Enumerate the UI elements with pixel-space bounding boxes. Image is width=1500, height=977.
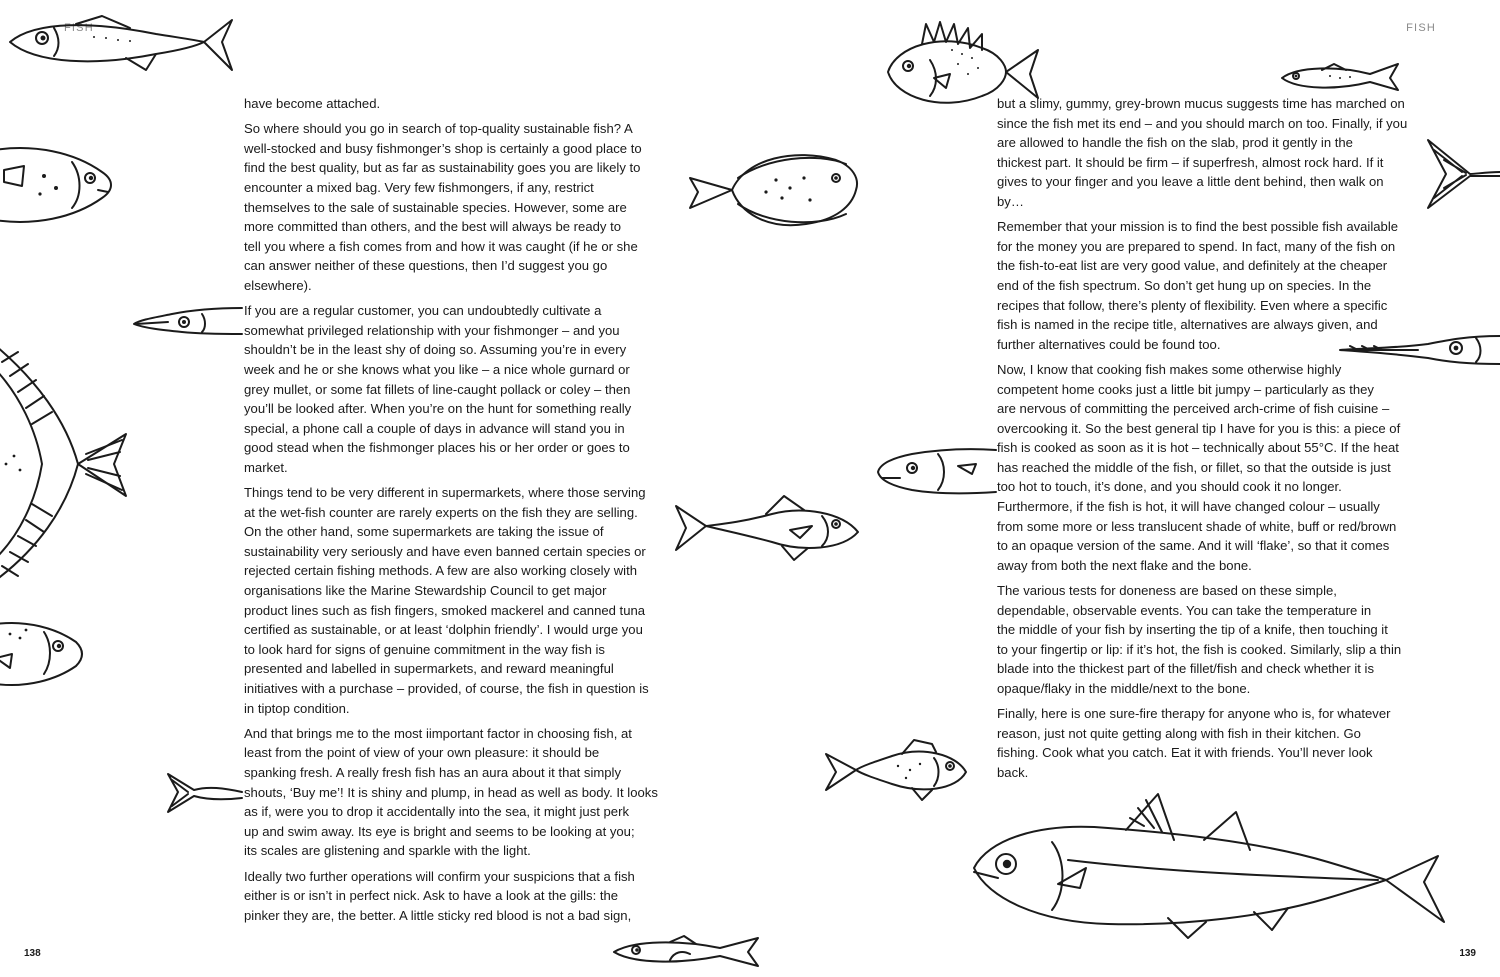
text-line: certified as sustainable, or at least ‘dolphin friendly’. I would urge you [244,622,643,638]
fish-illustration-icon [882,20,1042,116]
page-number-right: 139 [1459,948,1476,959]
text-line: can answer neither of these questions, then I’d suggest you go [244,258,608,274]
text-line: sustainability very seriously and have even banned certain species or [244,543,646,559]
text-line: as if, were you to drop it accidentally into the sea, it might just perk [244,804,629,820]
text-line: fish is cooked as soon as it is hot – technically about 55°C. If the heat [997,440,1399,456]
running-header-right: FISH [1406,22,1436,34]
text-line: up and swim away. Its eye is bright and seems to be looking at you; [244,823,635,839]
text-line: somewhat privileged relationship with your fishmonger – and you [244,322,620,338]
text-line: tell you where a fish comes from and how it was caught (if he or she [244,238,638,254]
text-line: from some more or less translucent shade of white, buff or red/brown [997,518,1397,534]
page-number-left: 138 [24,948,41,959]
text-line: reason, just not quite getting along with fish in their kitchen. Go [997,725,1361,741]
text-line: competent home cooks just a little bit jumpy – particularly as they [997,381,1374,397]
text-line: Things tend to be very different in supermarkets, where those serving [244,485,646,501]
text-line: shouldn’t be in the least shy of doing so. Assuming you’re in every [244,342,627,358]
paragraph [244,301,690,477]
paragraph [997,704,1443,782]
text-line: Finally, here is one sure-fire therapy for anyone who is, for whatever [997,706,1391,722]
text-line: to your fingertip or lip: if it’s hot, the fish is cooked. Similarly, slip a thin [997,641,1402,657]
text-line: Furthermore, if the fish is hot, it will have changed colour – usually [997,499,1380,515]
text-line: end of the fish spectrum. So don’t get hung up on species. In the [997,277,1372,293]
fish-illustration-icon [686,148,864,232]
text-line: initiatives with a purchase – provided, of course, the fish in question is [244,681,649,696]
text-line: elsewhere). [244,277,312,293]
paragraph [244,483,690,718]
text-line: you’ll be looked after. When you’re on the hunt for something really [244,401,632,417]
text-line: well-stocked and busy fishmonger’s shop is certainly a good place to [244,140,642,156]
text-line: are allowed to handle the fish on the slab, prod it gently in the [997,135,1353,151]
text-line: Ideally two further operations will confirm your suspicions that a fish [244,868,635,884]
paragraph [997,360,1443,576]
text-line: presented and labelled in supermarkets, and reward meaningful [244,661,614,677]
paragraph [997,581,1443,699]
text-line: back. [997,764,1029,780]
text-line: recipes that follow, there’s plenty of flexibility. Even where a specific [997,297,1388,313]
fish-illustration-icon [0,142,120,226]
text-line: rejected certain fishing methods. A few are also working closely with [244,563,638,579]
fish-illustration-icon [1426,136,1500,212]
text-line: fish is named in the recipe title, alternatives are always given, and [997,317,1378,333]
text-line: good stead when the fishmonger places his or her order or goes to [244,440,630,456]
fish-illustration-icon [968,788,1448,942]
text-line: by… [997,193,1024,209]
text-line: further alternatives could be found too. [997,336,1221,352]
text-line: least from the point of view of your own pleasure: it should be [244,745,600,761]
fish-illustration-icon [876,444,998,498]
text-line: themselves to the sale of sustainable species. However, some are [244,199,627,215]
text-line: too hot to touch, it’s done, and you should cook it no longer. [997,479,1342,495]
text-line: more committed than others, and the best will always be ready to [244,219,621,235]
text-line: organisations like the Marine Stewardship Council to get major [244,583,607,599]
text-line: shouts, ‘Buy me’! It is shiny and plump, in head as well as body. It looks [244,784,658,800]
text-line: special, a phone call a couple of days in advance will stand you in [244,420,625,436]
text-line: the middle of your fish by inserting the tip of a knife, then touching it [997,622,1388,638]
text-line: in tiptop condition. [244,700,350,716]
text-line: blade into the thickest part of the fillet/fish and check whether it is [997,661,1375,677]
fish-illustration-icon [0,618,88,688]
text-line: find the best quality, but as far as sustainability goes you are likely to [244,160,641,176]
fish-illustration-icon [6,8,238,76]
paragraph [244,119,690,295]
paragraph [244,867,690,926]
text-line: away from both the next flake and the bone. [997,557,1252,573]
text-line: its scales are glistening and sparkle with the light. [244,843,531,859]
text-line: product lines such as fish fingers, smoked mackerel and canned tuna [244,602,646,618]
text-line: are nervous of committing the perceived arch-crime of fish cuisine – [997,401,1390,417]
text-line: encounter a mixed bag. Very few fishmongers, if any, restrict [244,179,594,195]
paragraph [997,94,1443,212]
text-line: have become attached. [244,96,381,111]
text-line: thickest part. It should be firm – if superfresh, almost rock hard. If it [997,154,1384,170]
right-page-text [997,94,1443,788]
text-line: gives to your finger and you leave a little dent behind, then walk on [997,174,1384,190]
text-line: either is or isn’t in perfect nick. Ask to have a look at the gills: the [244,888,619,904]
fish-illustration-icon [0,340,132,586]
fish-illustration-icon [132,304,244,338]
fish-illustration-icon [1338,330,1500,370]
fish-illustration-icon [164,770,244,816]
text-line: opaque/flaky in the middle/next to the bone. [997,681,1251,696]
left-page-text [244,94,690,931]
text-line: Now, I know that cooking fish makes some otherwise highly [997,361,1342,377]
text-line: has reached the middle of the fish, or fillet, so that the outside is just [997,459,1391,475]
text-line: since the fish met its end – and you should march on too. Finally, if you [997,115,1408,131]
text-line: for the money you are prepared to spend. In fact, many of the fish on [997,238,1396,254]
fish-illustration-icon [672,490,864,564]
paragraph [244,94,690,114]
text-line: market. [244,459,288,475]
fish-illustration-icon [822,736,972,804]
text-line: On the other hand, some supermarkets are taking the issue of [244,524,604,540]
text-line: Remember that your mission is to find the best possible fish available [997,219,1399,235]
text-line: And that brings me to the most iimportant factor in choosing fish, at [244,725,632,741]
text-line: but a slimy, gummy, grey-brown mucus suggests time has marched on [997,96,1405,111]
text-line: dependable, observable events. You can take the temperature in [997,602,1372,618]
text-line: So where should you go in search of top-quality sustainable fish? A [244,121,633,137]
text-line: week and he or she knows what you like – a nice whole gurnard or [244,361,630,377]
text-line: at the wet-fish counter are rarely experts on the fish they are selling. [244,504,638,520]
paragraph [244,724,690,861]
text-line: overcooking it. So the best general tip I have for you is this: a piece of [997,420,1401,436]
fish-illustration-icon [1278,60,1402,94]
text-line: pinker they are, the better. A little sticky red blood is not a bad sign, [244,907,632,923]
running-header-left: FISH [64,22,94,34]
text-line: The various tests for doneness are based on these simple, [997,583,1337,599]
text-line: grey mullet, or some fat fillets of line-caught pollack or coley – then [244,381,631,397]
text-line: fishing. Cook what you catch. Eat it with friends. You’ll never look [997,745,1373,761]
text-line: to an opaque version of the same. And it will ‘flake’, so that it comes [997,538,1390,554]
fish-illustration-icon [610,932,766,972]
text-line: If you are a regular customer, you can undoubtedly cultivate a [244,303,602,319]
text-line: the fish-to-eat list are very good value, and definitely at the cheaper [997,258,1388,274]
text-line: to look hard for signs of genuine commitment in the way fish is [244,641,605,657]
text-line: spanking fresh. A really fresh fish has an aura about it that simply [244,764,622,780]
